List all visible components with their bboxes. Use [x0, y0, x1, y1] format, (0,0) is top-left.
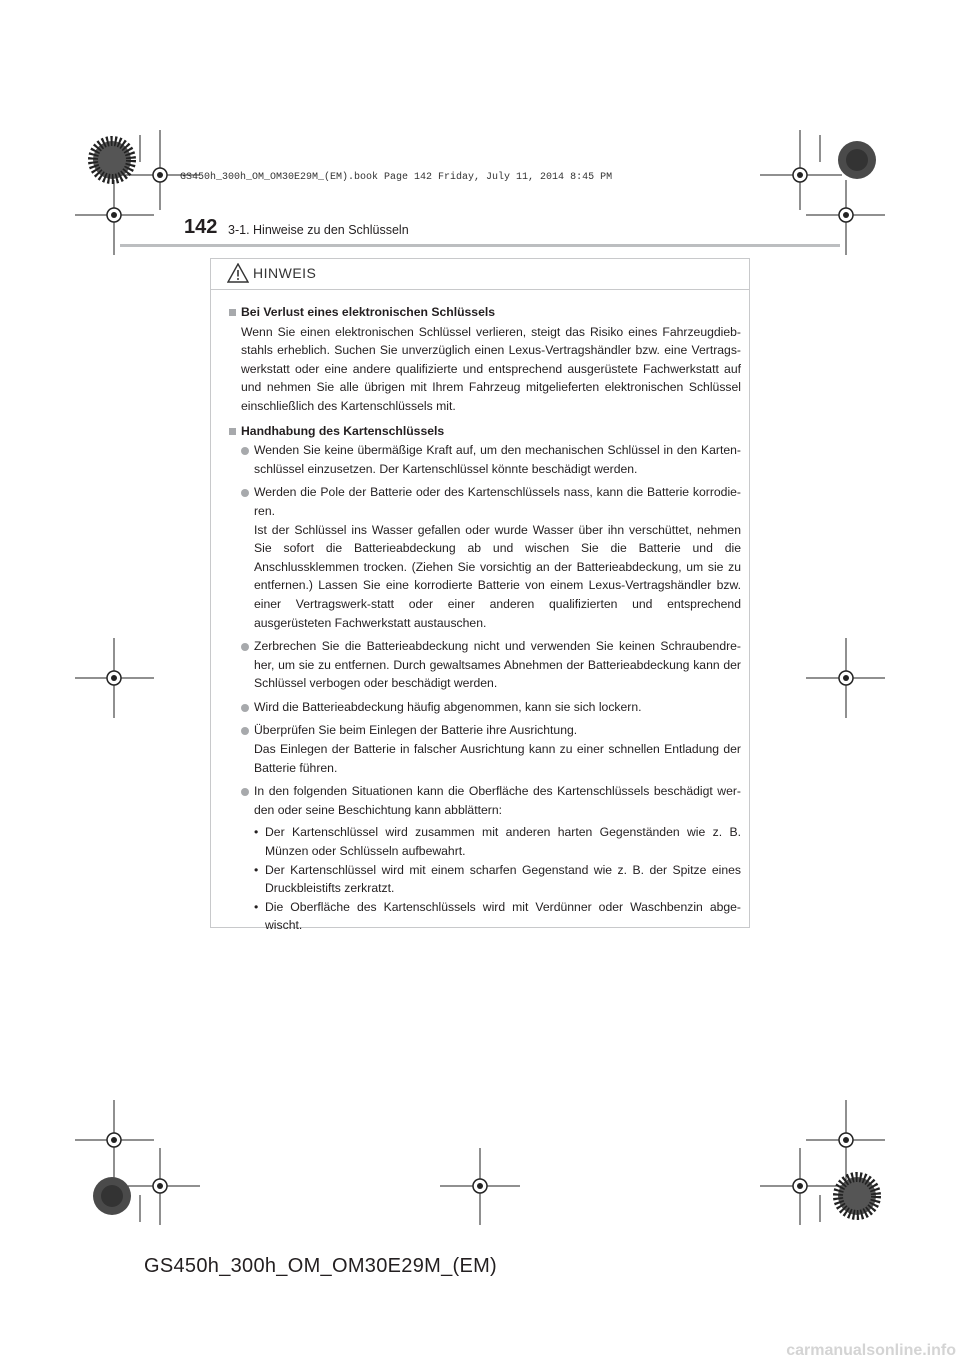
- square-bullet-icon: [229, 428, 236, 435]
- notice-title: HINWEIS: [253, 265, 317, 281]
- section-heading: Handhabung des Kartenschlüssels: [229, 422, 741, 441]
- round-bullet-icon: [241, 643, 249, 651]
- header-rule: [120, 244, 840, 247]
- paragraph: Wenn Sie einen elektronischen Schlüssel verlieren, steigt das Risiko eines Fahrzeugdieb-stahls erheblich. Suchen Sie unverzüglich einen Lexus-Vertragshändler bzw. eine Vertrags-werkstatt oder eine andere qualifizierte und entsprechend ausgerüstete Fachwerkstatt auf und nehmen Sie alle übrigen mit Ihrem Fahrzeug mitgelieferten elektronischen Schlüssel einschließlich des Kartenschlüssels mit.: [241, 324, 741, 413]
- round-bullet-icon: [241, 788, 249, 796]
- notice-box: [210, 258, 750, 933]
- section-heading: Bei Verlust eines elektronischen Schlüssels: [229, 303, 741, 322]
- notice-content: [229, 303, 741, 935]
- round-bullet-icon: [241, 727, 249, 735]
- watermark: carmanualsonline.info: [786, 1342, 956, 1359]
- list-item: In den folgenden Situationen kann die Oberfläche des Kartenschlüssels beschädigt wer-den oder seine Beschichtung kann abblättern:: [229, 782, 741, 819]
- section-title: 3-1. Hinweise zu den Schlüsseln: [228, 223, 409, 237]
- list-item: Zerbrechen Sie die Batterieabdeckung nicht und verwenden Sie keinen Schraubendre-her, um sie zu entfernen. Durch gewaltsames Abnehmen der Batterieabdeckung kann der Schlüssel verbogen oder beschädigt werden.: [229, 637, 741, 693]
- list-item: Werden die Pole der Batterie oder des Kartenschlüssels nass, kann die Batterie korrodie-ren. Ist der Schlüssel ins Wasser gefallen oder wurde Wasser über ihn verschüttet, nehmen Sie sofort die Batterieabdeckung ab und wischen Sie die Batterie und die Anschlussklemmen trocken. (Ziehen Sie vorsichtig an der Batterieabdeckung, um sie zu entfernen.) Lassen Sie eine korrodierte Batterie von einem Lexus-Vertragshändler bzw. einer Vertragswerk-statt oder einer anderen qualifizierten und entsprechend ausgerüsteten Fachwerkstatt austauschen.: [229, 483, 741, 632]
- sub-list-item: • Der Kartenschlüssel wird zusammen mit anderen harten Gegenständen wie z. B. Münzen oder Schlüsseln aufbewahrt.: [254, 825, 741, 859]
- round-bullet-icon: [241, 447, 249, 455]
- book-file-line: GS450h_300h_OM_OM30E29M_(EM).book Page 142 Friday, July 11, 2014 8:45 PM: [180, 172, 613, 183]
- sub-list-item: • Die Oberfläche des Kartenschlüssels wird mit Verdünner oder Waschbenzin abge-wischt.: [254, 899, 741, 933]
- warning-triangle-icon: [227, 263, 249, 288]
- list-item: Wenden Sie keine übermäßige Kraft auf, um den mechanischen Schlüssel in den Karten-schlüssel einzusetzen. Der Kartenschlüssel könnte beschädigt werden.: [229, 441, 741, 478]
- sub-list-item: • Der Kartenschlüssel wird mit einem scharfen Gegenstand wie z. B. der Spitze eines Druckbleistifts zerkratzt.: [254, 862, 741, 896]
- footer-document-code: GS450h_300h_OM_OM30E29M_(EM): [144, 1255, 498, 1277]
- round-bullet-icon: [241, 489, 249, 497]
- square-bullet-icon: [229, 309, 236, 316]
- round-bullet-icon: [241, 704, 249, 712]
- list-item: Überprüfen Sie beim Einlegen der Batterie ihre Ausrichtung. Das Einlegen der Batterie in falscher Ausrichtung kann zu einer schnellen Entladung der Batterie führen.: [229, 721, 741, 777]
- list-item: Wird die Batterieabdeckung häufig abgenommen, kann sie sich lockern.: [229, 698, 741, 717]
- page-number: 142: [184, 216, 218, 238]
- notice-header: [211, 259, 749, 290]
